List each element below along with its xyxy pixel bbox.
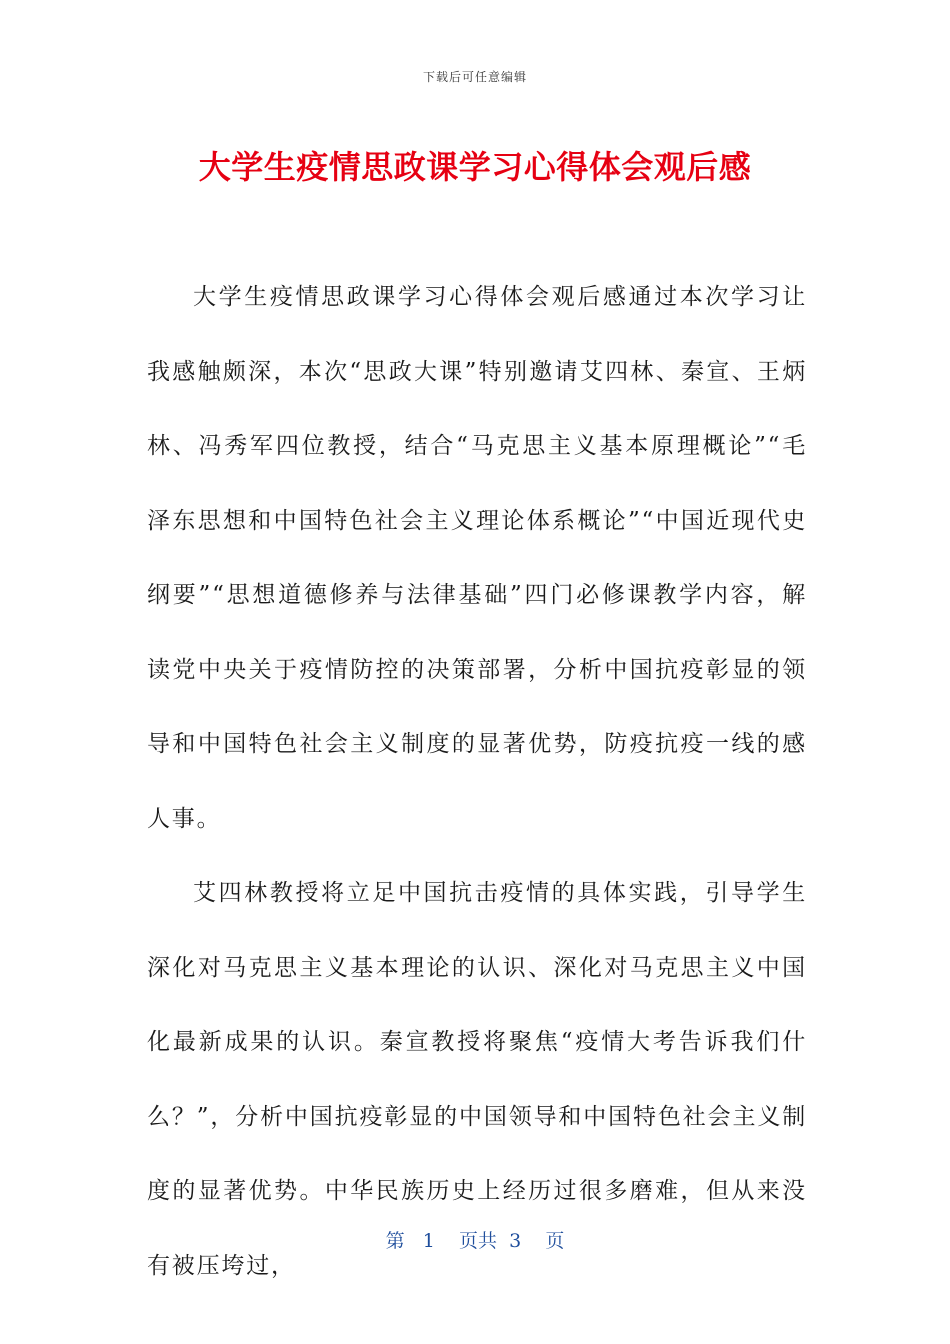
body-paragraph: 艾四林教授将立足中国抗击疫情的具体实践，引导学生深化对马克思主义基本理论的认识、深化对马克思主义中国化最新成果的认识。秦宣教授将聚焦“疫情大考告诉我们什么？”，分析中国抗疫彰显的中国领导和中国特色社会主义制度的显著优势。中华民族历史上经历过很多磨难，但从来没有被压垮过， <box>147 880 807 1279</box>
document-body <box>147 260 807 1303</box>
header-note: 下载后可任意编辑 <box>422 70 527 84</box>
page-label-prefix: 第 <box>385 1230 405 1252</box>
page-label-mid: 页共 <box>459 1230 498 1252</box>
body-paragraph: 大学生疫情思政课学习心得体会观后感通过本次学习让我感触颇深，本次“思政大课”特别邀请艾四林、秦宣、王炳林、冯秀军四位教授，结合“马克思主义基本原理概论”“毛泽东思想和中国特色社会主义理论体系概论”“中国近现代史纲要”“思想道德修养与法律基础”四门必修课教学内容，解读党中央关于疫情防控的决策部署，分析中国抗疫彰显的领导和中国特色社会主义制度的显著优势，防疫抗疫一线的感人事。 <box>147 284 807 832</box>
total-pages-number: 3 <box>509 1230 522 1252</box>
page-label-suffix: 页 <box>545 1230 565 1252</box>
page-number-footer <box>0 1226 950 1253</box>
current-page-number: 1 <box>422 1230 435 1252</box>
document-title: 大学生疫情思政课学习心得体会观后感 <box>198 148 752 186</box>
